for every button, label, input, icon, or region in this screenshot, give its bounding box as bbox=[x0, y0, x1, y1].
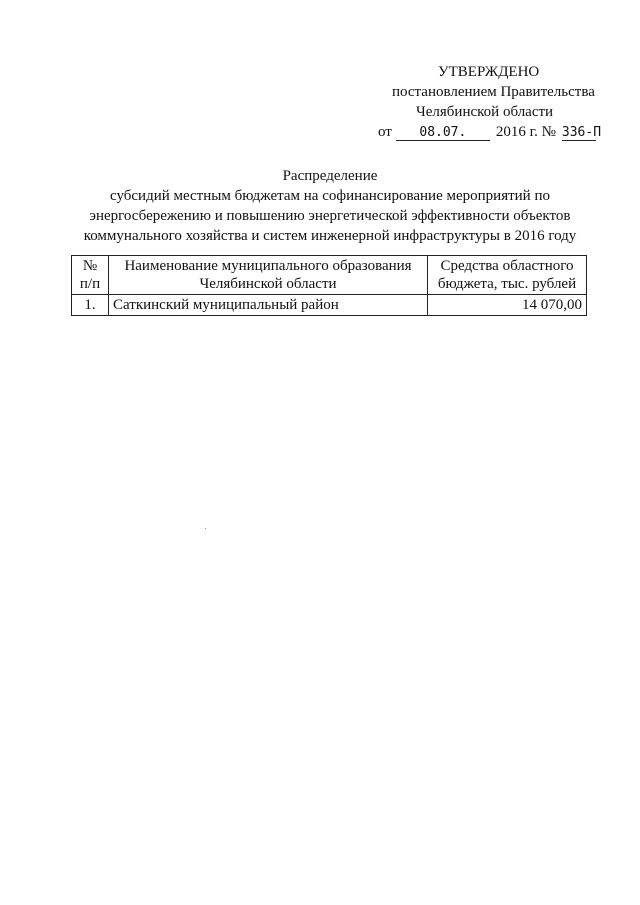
approved-region: Челябинской области bbox=[416, 104, 554, 120]
table-row bbox=[72, 295, 587, 316]
table-header-row bbox=[72, 256, 587, 295]
from-label: от bbox=[378, 124, 392, 140]
title-line-2: субсидий местным бюджетам на софинансирование мероприятий по bbox=[109, 188, 550, 204]
resolution-date: 08.07. bbox=[396, 126, 490, 141]
header-municipality: Наименование муниципального образования Челябинской области bbox=[109, 256, 428, 295]
row-municipality: Саткинский муниципальный район bbox=[109, 295, 428, 316]
approval-date-line bbox=[360, 122, 600, 142]
title-line-3: энергосбережению и повышению энергетической эффективности объектов bbox=[89, 208, 571, 224]
document-title bbox=[60, 166, 600, 246]
row-amount: 14 070,00 bbox=[428, 295, 587, 316]
row-number: 1. bbox=[72, 295, 109, 316]
approved-heading: УТВЕРЖДЕНО bbox=[438, 64, 540, 80]
scan-speck bbox=[205, 528, 206, 529]
header-funds: Средства областного бюджета, тыс. рублей bbox=[428, 256, 587, 295]
title-line-4: коммунального хозяйства и систем инженерной инфраструктуры в 2016 году bbox=[83, 228, 577, 244]
header-number: № п/п bbox=[72, 256, 109, 295]
approved-by-resolution: постановлением Правительства bbox=[392, 84, 595, 100]
resolution-number: 336-П bbox=[561, 125, 602, 140]
subsidy-distribution-table bbox=[71, 255, 587, 316]
approval-stamp bbox=[360, 62, 600, 142]
year-number-label: 2016 г. № bbox=[495, 124, 556, 140]
title-line-1: Распределение bbox=[282, 168, 378, 184]
